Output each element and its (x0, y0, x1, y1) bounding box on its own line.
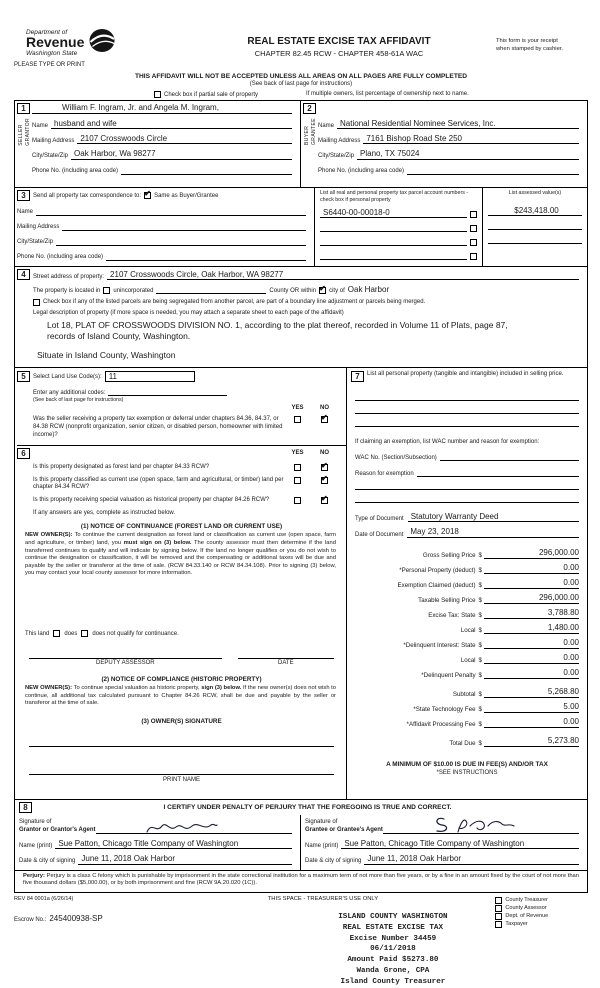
exemption-note: If claiming an exemption, list WAC number and reason for exemption: (355, 439, 540, 446)
multiple-owners-note: If multiple owners, list percentage of ownership next to name. (306, 91, 469, 97)
reason-label: Reason for exemption (355, 471, 414, 478)
perjury-lead: Perjury: (23, 872, 45, 879)
additional-codes-field[interactable] (108, 386, 227, 396)
buyer-csz-value: Plano, TX 75024 (360, 149, 420, 159)
current-use-no-checkbox[interactable] (321, 477, 328, 484)
dollar-sign: $ (478, 611, 482, 619)
correspondence-name-label: Name (17, 209, 34, 216)
section-2-number: 2 (303, 103, 316, 114)
assessed-value-field[interactable] (488, 206, 582, 216)
buyer-csz-label: City/State/Zip (318, 152, 355, 159)
revenue-logo-icon (88, 28, 116, 58)
correspondence-phone-label: Phone No. (including area code) (17, 254, 104, 261)
assessed-value-field-3[interactable] (488, 235, 582, 244)
section-3-number: 3 (17, 190, 30, 201)
see-instructions-note: *SEE INSTRUCTIONS (436, 769, 498, 776)
grantee-date-city-label: Date & city of signing (305, 858, 362, 865)
doc-type-label: Type of Document (355, 516, 404, 523)
grantee-name-print-label: Name (print) (305, 842, 339, 849)
money-row-personal-property: *Personal Property (deduct) $ 0.00 (399, 562, 579, 574)
seller-side-label: SELLER (18, 124, 24, 146)
form-revision-number: REV 84 0001a (6/26/14) (14, 895, 74, 902)
treasurer-use-only-label: THIS SPACE - TREASURER'S USE ONLY (267, 895, 379, 902)
notice-continuance-title: (1) NOTICE OF CONTINUANCE (FOREST LAND OR CURRENT USE) (80, 523, 283, 531)
middle-columns (15, 367, 587, 799)
legal-description-label: Legal description of property (if more space is needed, you may attach a separate sheet to each page of the affidavit) (33, 310, 344, 317)
money-rows (347, 544, 587, 747)
segregated-checkbox[interactable] (33, 299, 40, 306)
does-not-label: does not qualify for continuance. (92, 630, 179, 637)
buyer-phone-field[interactable] (407, 165, 579, 175)
taxable-selling-price-value: 296,000.00 (484, 593, 579, 604)
stamp-line-1: ISLAND COUNTY WASHINGTON (338, 912, 448, 921)
grantor-side-label: GRANTOR (25, 118, 31, 146)
grantor-signature-of-label: Signature of (19, 819, 52, 826)
money-row-taxable: Taxable Selling Price $ 296,000.00 (418, 592, 579, 604)
additional-codes-label: Enter any additional codes: (33, 390, 106, 397)
seller-phone-label: Phone No. (including area code) (32, 167, 119, 174)
excise-state-value: 3,788.80 (484, 608, 579, 619)
deputy-assessor-caption: DEPUTY ASSESSOR (96, 660, 155, 667)
grantee-name-value: Sue Patton, Chicago Title Company of Washington (344, 839, 525, 849)
taxpayer-checkbox[interactable] (495, 921, 502, 928)
land-use-code-label: Select Land Use Code(s): (33, 373, 102, 380)
partial-sale-checkbox[interactable] (154, 91, 161, 98)
buyer-mailing-field[interactable] (363, 134, 579, 144)
seller-csz-value: Oak Harbor, Wa 98277 (74, 149, 156, 159)
doc-date-field[interactable] (407, 527, 579, 537)
state-technology-fee-value: 5.00 (484, 702, 579, 713)
partial-sale-row (14, 91, 588, 98)
segregated-label: Check box if any of the listed parcels are being segregated from another parcel, are part of a boundary line adjustment or parcels being merged. (43, 299, 426, 306)
reason-line-2[interactable] (355, 477, 579, 490)
parcel-number-value: S6440-00-00018-0 (323, 208, 390, 218)
money-row-excise-local: Local $ 1,480.00 (460, 622, 579, 634)
seller-name-field[interactable] (51, 119, 292, 129)
doc-date-value: May 23, 2018 (410, 527, 459, 537)
land-use-column (15, 368, 347, 799)
land-use-code-field[interactable]: 11 (105, 371, 195, 382)
same-as-buyer-checkbox[interactable] (144, 192, 151, 199)
grantor-signature-block (15, 815, 301, 869)
parcel-number-field[interactable] (320, 208, 467, 218)
please-type-label: PLEASE TYPE OR PRINT (14, 62, 85, 68)
section-8-number: 8 (19, 802, 32, 813)
buyer-name-field[interactable] (337, 119, 579, 129)
county-assessor-label: County Assessor (505, 905, 547, 912)
affidavit-processing-fee-value: 0.00 (484, 717, 579, 728)
historic-yes-checkbox[interactable] (294, 497, 301, 504)
escrow-label: Escrow No.: (14, 917, 47, 924)
grantor-date-field[interactable] (78, 854, 292, 864)
section-4-number: 4 (17, 269, 30, 280)
notice-compliance-text: NEW OWNER(S): To continue special valuation as historic property, sign (3) below. If the new owner(s) does not wish to continue, all additional tax calculated pursuant to Chapter 84.26 RCW, shall be due and payable by the seller or transferor at the time of sale. (25, 685, 337, 707)
does-label: does (64, 630, 78, 637)
receipt-note-line2: when stamped by cashier. (496, 45, 564, 52)
deferral-yes-checkbox[interactable] (294, 416, 301, 423)
chapter-subtitle: CHAPTER 82.45 RCW - CHAPTER 458-61A WAC (254, 49, 424, 58)
deputy-date-line[interactable] (238, 649, 334, 659)
same-as-buyer-label: Same as Buyer/Grantee (154, 192, 219, 199)
personal-property-line-1[interactable] (355, 388, 579, 401)
print-name-line[interactable] (29, 767, 334, 775)
notice-continuance-text: NEW OWNER(S): To continue the current designation as forest land or classification as current use (open space, farm and agriculture, or timber) land, you must sign on (3) below. The county assessor must then determine if the land transferred continues to qualify and will indicate by signing below. If the land no longer qualifies or you do not wish to continue the designation or classification, it will be removed and the compensating or additional taxes will be due and payable by the seller or transferor at the time of sale. (RCW 84.33.140 or RCW 84.34.108). Prior to signing (3) below, you may contact your local county assessor for more information. (25, 532, 337, 577)
owners-signature-title: (3) OWNER(S) SIGNATURE (141, 718, 222, 726)
buyer-csz-field[interactable] (357, 149, 579, 159)
forest-yes-checkbox[interactable] (294, 464, 301, 471)
grantor-date-city-label: Date & city of signing (19, 858, 76, 865)
yes-header: YES (291, 405, 304, 412)
dept-of-revenue-label: Dept. of Revenue (505, 913, 549, 920)
personal-property-line-3[interactable] (355, 414, 579, 427)
grantee-date-value: June 11, 2018 Oak Harbor (367, 854, 462, 864)
tax-correspondence-section (15, 187, 587, 266)
dollar-sign: $ (478, 626, 482, 634)
personal-property-checkbox-4[interactable] (470, 253, 477, 260)
buyer-section (301, 101, 587, 187)
seller-section (15, 101, 301, 187)
stamp-line-4: 06/11/2018 (370, 945, 416, 954)
correspondence-name-field[interactable] (36, 206, 306, 216)
seller-name-line2: husband and wife (54, 119, 117, 128)
agency-wordmark (26, 29, 84, 56)
gross-selling-price-value: 296,000.00 (484, 548, 579, 559)
buyer-phone-label: Phone No. (including area code) (318, 167, 405, 174)
certify-statement: I CERTIFY UNDER PENALTY OF PERJURY THAT THE FOREGOING IS TRUE AND CORRECT. (163, 804, 452, 812)
money-row-processing-fee: *Affidavit Processing Fee $ 0.00 (406, 716, 579, 728)
personal-property-checkbox-3[interactable] (470, 239, 477, 246)
forest-land-question: Is this property designated as forest land per chapter 84.33 RCW? (33, 463, 210, 470)
grantee-signature-block (301, 815, 587, 869)
deferral-question: Was the seller receiving a property tax exemption or deferral under chapters 84.36, 84.37, or 84.38 RCW (nonprofit organization, senior citizen, or disabled person, homeowner with limited income)? (33, 416, 283, 438)
dollar-sign: $ (478, 551, 482, 559)
delinquent-interest-state-value: 0.00 (484, 638, 579, 649)
subtotal-value: 5,268.80 (484, 687, 579, 698)
buyer-name-label: Name (318, 122, 335, 129)
seller-mailing-label: Mailing Address (32, 137, 75, 144)
seller-mailing-value: 2107 Crosswoods Circle (80, 134, 168, 144)
assessed-value-header: List assessed value(s) (508, 190, 562, 196)
form-title: REAL ESTATE EXCISE TAX AFFIDAVIT (247, 36, 431, 47)
stamp-line-3: Excise Number 34459 (349, 934, 437, 943)
treasurer-stamp (290, 912, 495, 987)
dept-of-label: Department of (26, 29, 68, 37)
money-row-delinquent-interest-state: *Delinquent Interest: State $ 0.00 (403, 637, 579, 649)
owners-signature-line[interactable] (29, 743, 334, 747)
deferral-no-checkbox[interactable] (321, 416, 328, 423)
perjury-clause (15, 870, 587, 892)
dollar-sign: $ (478, 656, 482, 664)
dollar-sign: $ (478, 739, 482, 747)
warning-subline: (See back of last page for instructions) (249, 81, 353, 87)
personal-property-checkbox-1[interactable] (470, 211, 477, 218)
escrow-value: 245400938-SP (49, 913, 103, 923)
historic-no-checkbox[interactable] (321, 497, 328, 504)
seller-phone-field[interactable] (121, 165, 292, 175)
section-1-number: 1 (17, 103, 30, 114)
grantor-name-field[interactable] (55, 839, 292, 849)
main-form (14, 100, 588, 893)
stamp-line-2: REAL ESTATE EXCISE TAX (342, 923, 444, 932)
money-row-excise-state: Excise Tax: State $ 3,788.80 (428, 607, 579, 619)
grantee-side-label: GRANTEE (311, 118, 317, 145)
seller-csz-field[interactable] (71, 149, 292, 159)
seller-csz-label: City/State/Zip (32, 152, 69, 159)
seller-name-label: Name (32, 122, 49, 129)
print-name-caption: PRINT NAME (163, 777, 200, 784)
parties-row (15, 101, 587, 187)
if-yes-note: If any answers are yes, complete as instructed below. (33, 510, 176, 517)
current-use-yes-checkbox[interactable] (294, 477, 301, 484)
money-row-delinquent-penalty: *Delinquent Penalty $ 0.00 (421, 667, 579, 679)
dollar-sign: $ (478, 641, 482, 649)
delinquent-interest-local-value: 0.00 (484, 653, 579, 664)
partial-sale-label: Check box if partial sale of property (164, 91, 259, 98)
situate-text: Situate in Island County, Washington (37, 350, 176, 361)
grantee-name-field[interactable] (341, 839, 579, 849)
delinquent-penalty-value: 0.00 (484, 668, 579, 679)
copy-distribution-list (495, 896, 588, 987)
yes-header-2: YES (291, 450, 304, 457)
dollar-sign: $ (478, 671, 482, 679)
county-treasurer-checkbox[interactable] (495, 897, 502, 904)
personal-property-checkbox-2[interactable] (470, 225, 477, 232)
revenue-wordmark: Revenue (26, 34, 85, 51)
unincorporated-checkbox[interactable] (103, 287, 110, 294)
buyer-mailing-label: Mailing Address (318, 137, 361, 144)
no-header-2: NO (320, 450, 329, 457)
money-row-subtotal: Subtotal $ 5,268.80 (452, 686, 579, 698)
city-checkbox[interactable] (319, 287, 326, 294)
certification-section (15, 799, 587, 869)
county-field[interactable] (156, 286, 266, 294)
deputy-date-caption: DATE (278, 660, 294, 667)
footer (14, 896, 588, 987)
dollar-sign: $ (478, 720, 482, 728)
dollar-sign: $ (478, 705, 482, 713)
does-checkbox[interactable] (53, 630, 60, 637)
city-value: Oak Harbor (347, 285, 390, 294)
perjury-text: Perjury is a class C felony which is punishable by imprisonment in the state correctional institution for a maximum term of not more than five years, or by a fine in an amount fixed by the court of not more than five thousand dollars ($5,000.00), or by both imprisonment and fine (RCW 9A.20.020 (1C)). (23, 872, 579, 887)
personal-property-line-2[interactable] (355, 401, 579, 414)
street-address-value: 2107 Crosswoods Circle, Oak Harbor, WA 98277 (110, 269, 284, 279)
dollar-sign: $ (478, 581, 482, 589)
assessed-value-field-2[interactable] (488, 221, 582, 230)
does-not-checkbox[interactable] (81, 630, 88, 637)
grantor-name-print-label: Name (print) (19, 842, 53, 849)
doc-date-label: Date of Document (355, 531, 404, 538)
grantee-agent-label: Grantee or Grantee's Agent (305, 826, 383, 833)
buyer-mailing-value: 7161 Bishop Road Ste 250 (366, 134, 462, 144)
exemption-claimed-value: 0.00 (484, 578, 579, 589)
grantee-signature (432, 814, 516, 836)
unincorporated-label: unincorporated (113, 288, 154, 295)
historic-question: Is this property receiving special valuation as historical property per chapter 84.26 RCW? (33, 497, 270, 504)
dollar-sign: $ (478, 566, 482, 574)
dept-of-revenue-checkbox[interactable] (495, 913, 502, 920)
classification-section (17, 445, 346, 783)
send-correspondence-label: Send all property tax correspondence to: (33, 192, 142, 199)
doc-type-value: Statutory Warranty Deed (410, 512, 499, 522)
county-assessor-checkbox[interactable] (495, 905, 502, 912)
wac-label: WAC No. (Section/Subsection) (355, 455, 437, 462)
continuance-qualify-row (17, 630, 346, 637)
section-7-number: 7 (351, 371, 364, 382)
excise-local-value: 1,480.00 (484, 623, 579, 634)
grantor-signature-line[interactable] (96, 816, 292, 834)
notice-compliance-title: (2) NOTICE OF COMPLIANCE (HISTORIC PROPERTY) (101, 676, 262, 684)
total-due-value: 5,273.80 (484, 736, 579, 747)
doc-type-field[interactable] (408, 512, 579, 522)
grantor-name-value: Sue Patton, Chicago Title Company of Washington (58, 839, 239, 849)
wac-field[interactable] (440, 451, 579, 461)
buyer-side-label: BUYER (304, 125, 310, 145)
assessed-value: $243,418.00 (514, 205, 559, 215)
county-treasurer-label: County Treasurer (505, 897, 548, 904)
personal-property-label: List all personal property (tangible and intangible) included in selling price. (367, 371, 564, 378)
no-header: NO (320, 405, 329, 412)
stamp-line-5: Amount Paid $5273.80 (347, 956, 439, 965)
warning-line: THIS AFFIDAVIT WILL NOT BE ACCEPTED UNLESS ALL AREAS ON ALL PAGES ARE FULLY COMPLETED (134, 73, 468, 80)
street-address-label: Street address of property: (33, 274, 105, 280)
dollar-sign: $ (478, 690, 482, 698)
legal-description-text: Lot 18, PLAT OF CROSSWOODS DIVISION NO. 1, according to the plat thereof, recorded in Volume 11 of Plats, page 87, records of Island County, Washington. (47, 320, 508, 342)
section-6-number: 6 (17, 448, 30, 459)
grantor-signature (145, 818, 219, 836)
see-back-note: (See back of last page for instructions) (33, 397, 124, 404)
money-row-exemption: Exemption Claimed (deduct) $ 0.00 (397, 577, 579, 589)
grantor-date-value: June 11, 2018 Oak Harbor (81, 854, 176, 864)
personal-property-deduct-value: 0.00 (484, 563, 579, 574)
city-of-label: city of (329, 288, 345, 295)
washington-state-label: Washington State (26, 49, 78, 57)
grantee-signature-of-label: Signature of (305, 819, 338, 826)
section-5-number: 5 (17, 371, 30, 382)
grantee-signature-line[interactable] (383, 816, 579, 834)
receipt-note-line1: This form is your receipt (496, 38, 558, 44)
seller-mailing-field[interactable] (77, 134, 292, 144)
street-address-field[interactable] (107, 270, 579, 280)
deputy-assessor-row (17, 649, 346, 666)
buyer-name-value: National Residential Nominee Services, Inc. (340, 119, 496, 128)
reason-line-3[interactable] (355, 490, 579, 503)
correspondence-mailing-field[interactable] (62, 221, 306, 231)
grantor-agent-label: Grantor or Grantor's Agent (19, 826, 96, 833)
money-row-tech-fee: *State Technology Fee $ 5.00 (413, 701, 579, 713)
forest-no-checkbox[interactable] (321, 464, 328, 471)
stamp-line-7: Island County Treasurer (340, 977, 446, 986)
current-use-question: Is this property classified as current use (open space, farm and agricultural, or timber) land per chapter 84.34 RCW? (33, 476, 284, 491)
parcel-numbers-header: List all real and personal property tax parcel account numbers - check box if personal property (320, 190, 469, 203)
parcel-number-field-4[interactable] (320, 251, 467, 260)
correspondence-mailing-label: Mailing Address (17, 224, 60, 231)
located-in-label: The property is located in (33, 288, 101, 295)
property-location-section (15, 266, 587, 367)
parcel-number-field-2[interactable] (320, 223, 467, 232)
form-header (14, 28, 588, 68)
taxpayer-label: Taxpayer (505, 921, 528, 928)
county-or-within-label: County OR within (269, 288, 317, 295)
correspondence-csz-label: City/State/Zip (17, 239, 54, 246)
money-row-total: Total Due $ 5,273.80 (449, 735, 579, 747)
grantee-date-field[interactable] (364, 854, 579, 864)
deputy-assessor-signature-line[interactable] (29, 649, 222, 659)
stamp-line-6: Wanda Grone, CPA (356, 966, 430, 975)
this-land-label: This land (25, 630, 50, 637)
money-row-gross: Gross Selling Price $ 296,000.00 (422, 547, 579, 559)
reason-field[interactable] (417, 467, 579, 477)
correspondence-csz-field[interactable] (56, 236, 306, 246)
money-row-delinquent-interest-local: Local $ 0.00 (460, 652, 579, 664)
receipt-note (496, 28, 588, 53)
agency-block (14, 28, 182, 68)
correspondence-phone-field[interactable] (106, 251, 306, 261)
dollar-sign: $ (478, 596, 482, 604)
minimum-fee-note: A MINIMUM OF $10.00 IS DUE IN FEE(S) AND/OR TAX (386, 760, 548, 768)
parcel-number-field-3[interactable] (320, 237, 467, 246)
selling-price-column (347, 368, 587, 799)
seller-name-line1: William F. Ingram, Jr. and Angela M. Ingram, (32, 103, 292, 114)
